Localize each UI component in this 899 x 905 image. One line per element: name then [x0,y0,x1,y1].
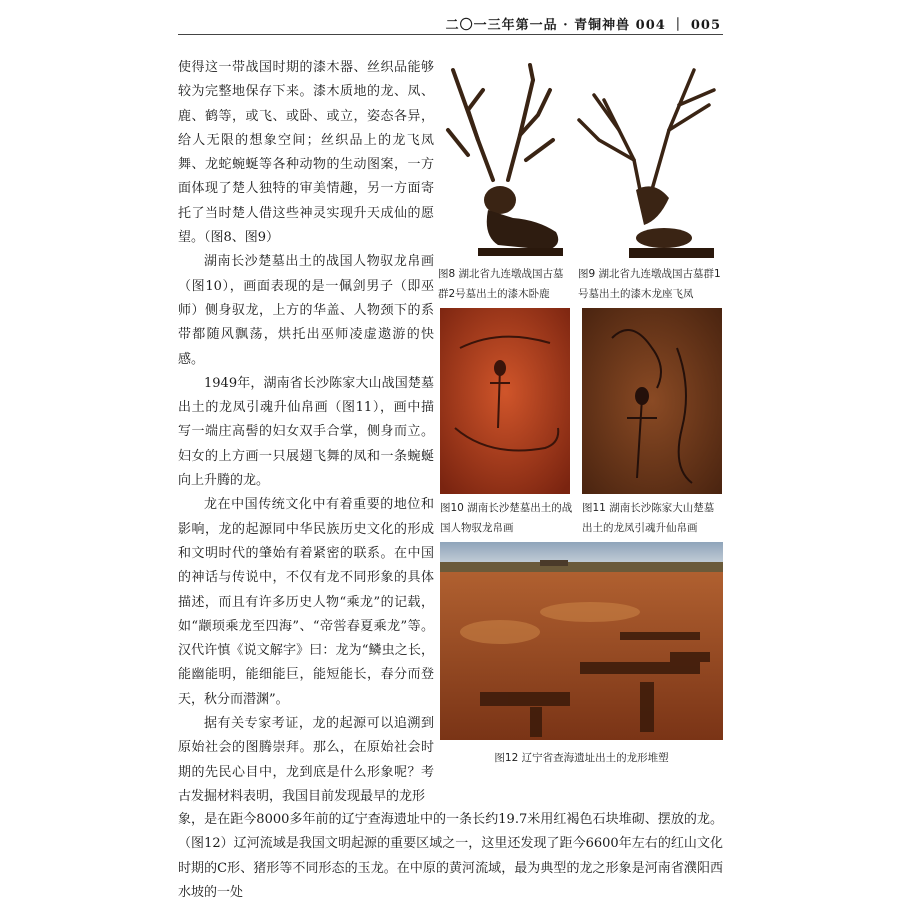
figure-8-deer-image [438,60,568,260]
page-header: 二〇一三年第一品 · 青铜神兽 004 ｜ 005 [445,18,721,33]
figure-10-silk-painting-image [440,308,570,494]
figure-12-excavation-photo [440,542,723,740]
figure-11-silk-painting-image [582,308,722,494]
figure-12-caption: 图12 辽宁省查海遗址出土的龙形堆塑 [494,752,669,764]
figure-9-phoenix-image [574,60,724,260]
figure-11-caption: 图11 湖南长沙陈家大山楚墓出土的龙凤引魂升仙帛画 [582,502,715,534]
header-rule [178,34,723,35]
figure-8-caption: 图8 湖北省九连墩战国古墓群2号墓出土的漆木卧鹿 [438,268,564,300]
figure-9-caption: 图9 湖北省九连墩战国古墓群1号墓出土的漆木龙座飞凤 [578,268,721,300]
paragraph: 使得这一带战国时期的漆木器、丝织品能够较为完整地保存下来。漆木质地的龙、凤、鹿、鹤等，或飞、或卧、或立，姿态各异，给人无限的想象空间；丝织品上的龙飞凤舞、龙蛇蜿蜒等各种动物的生动图案，一方面体现了楚人独特的审美情趣，另一方面寄托了当时楚人借这些神灵实现升天成仙的愿望。（图8、图9） [178,60,434,246]
paragraph: 湖南长沙楚墓出土的战国人物驭龙帛画（图10），画面表现的是一佩剑男子（即巫师）侧身驭龙，上方的华盖、人物颈下的系带都随风飘荡，烘托出巫师凌虚遨游的快感。 [178,254,434,367]
main-text-column [178,56,434,809]
figure-10-caption: 图10 湖南长沙楚墓出土的战国人物驭龙帛画 [440,502,573,534]
paragraph: 龙在中国传统文化中有着重要的地位和影响，龙的起源同中华民族历史文化的形成和文明时代的肇始有着紧密的联系。在中国的神话与传说中，不仅有龙不同形象的具体描述，而且有许多历史人物“乘龙”的记载，如“颛顼乘龙至四海”、“帝喾春夏乘龙”等。汉代许慎《说文解字》曰：龙为“鳞虫之长，能幽能明，能细能巨，能短能长，春分而登天，秋分而潜渊”。 [178,497,434,707]
bottom-paragraph: 象，是在距今8000多年前的辽宁查海遗址中的一条长约19.7米用红褐色石块堆砌、摆放的龙。（图12）辽河流域是我国文明起源的重要区域之一，这里还发现了距今6600年左右的红山文化时期的C形、猪形等不同形态的玉龙。在中原的黄河流域，最为典型的龙之形象是河南省濮阳西水坡的一处 [178,812,723,900]
paragraph: 1949年，湖南省长沙陈家大山战国楚墓出土的龙凤引魂升仙帛画（图11），画中描写一端庄高髻的妇女双手合掌，侧身而立。妇女的上方画一只展翅飞舞的凤和一条蜿蜒向上升腾的龙。 [178,375,434,489]
paragraph: 据有关专家考证，龙的起源可以追溯到原始社会的图腾崇拜。那么，在原始社会时期的先民心目中，龙到底是什么形象呢？考古发掘材料表明，我国目前发现最早的龙形 [178,716,434,804]
